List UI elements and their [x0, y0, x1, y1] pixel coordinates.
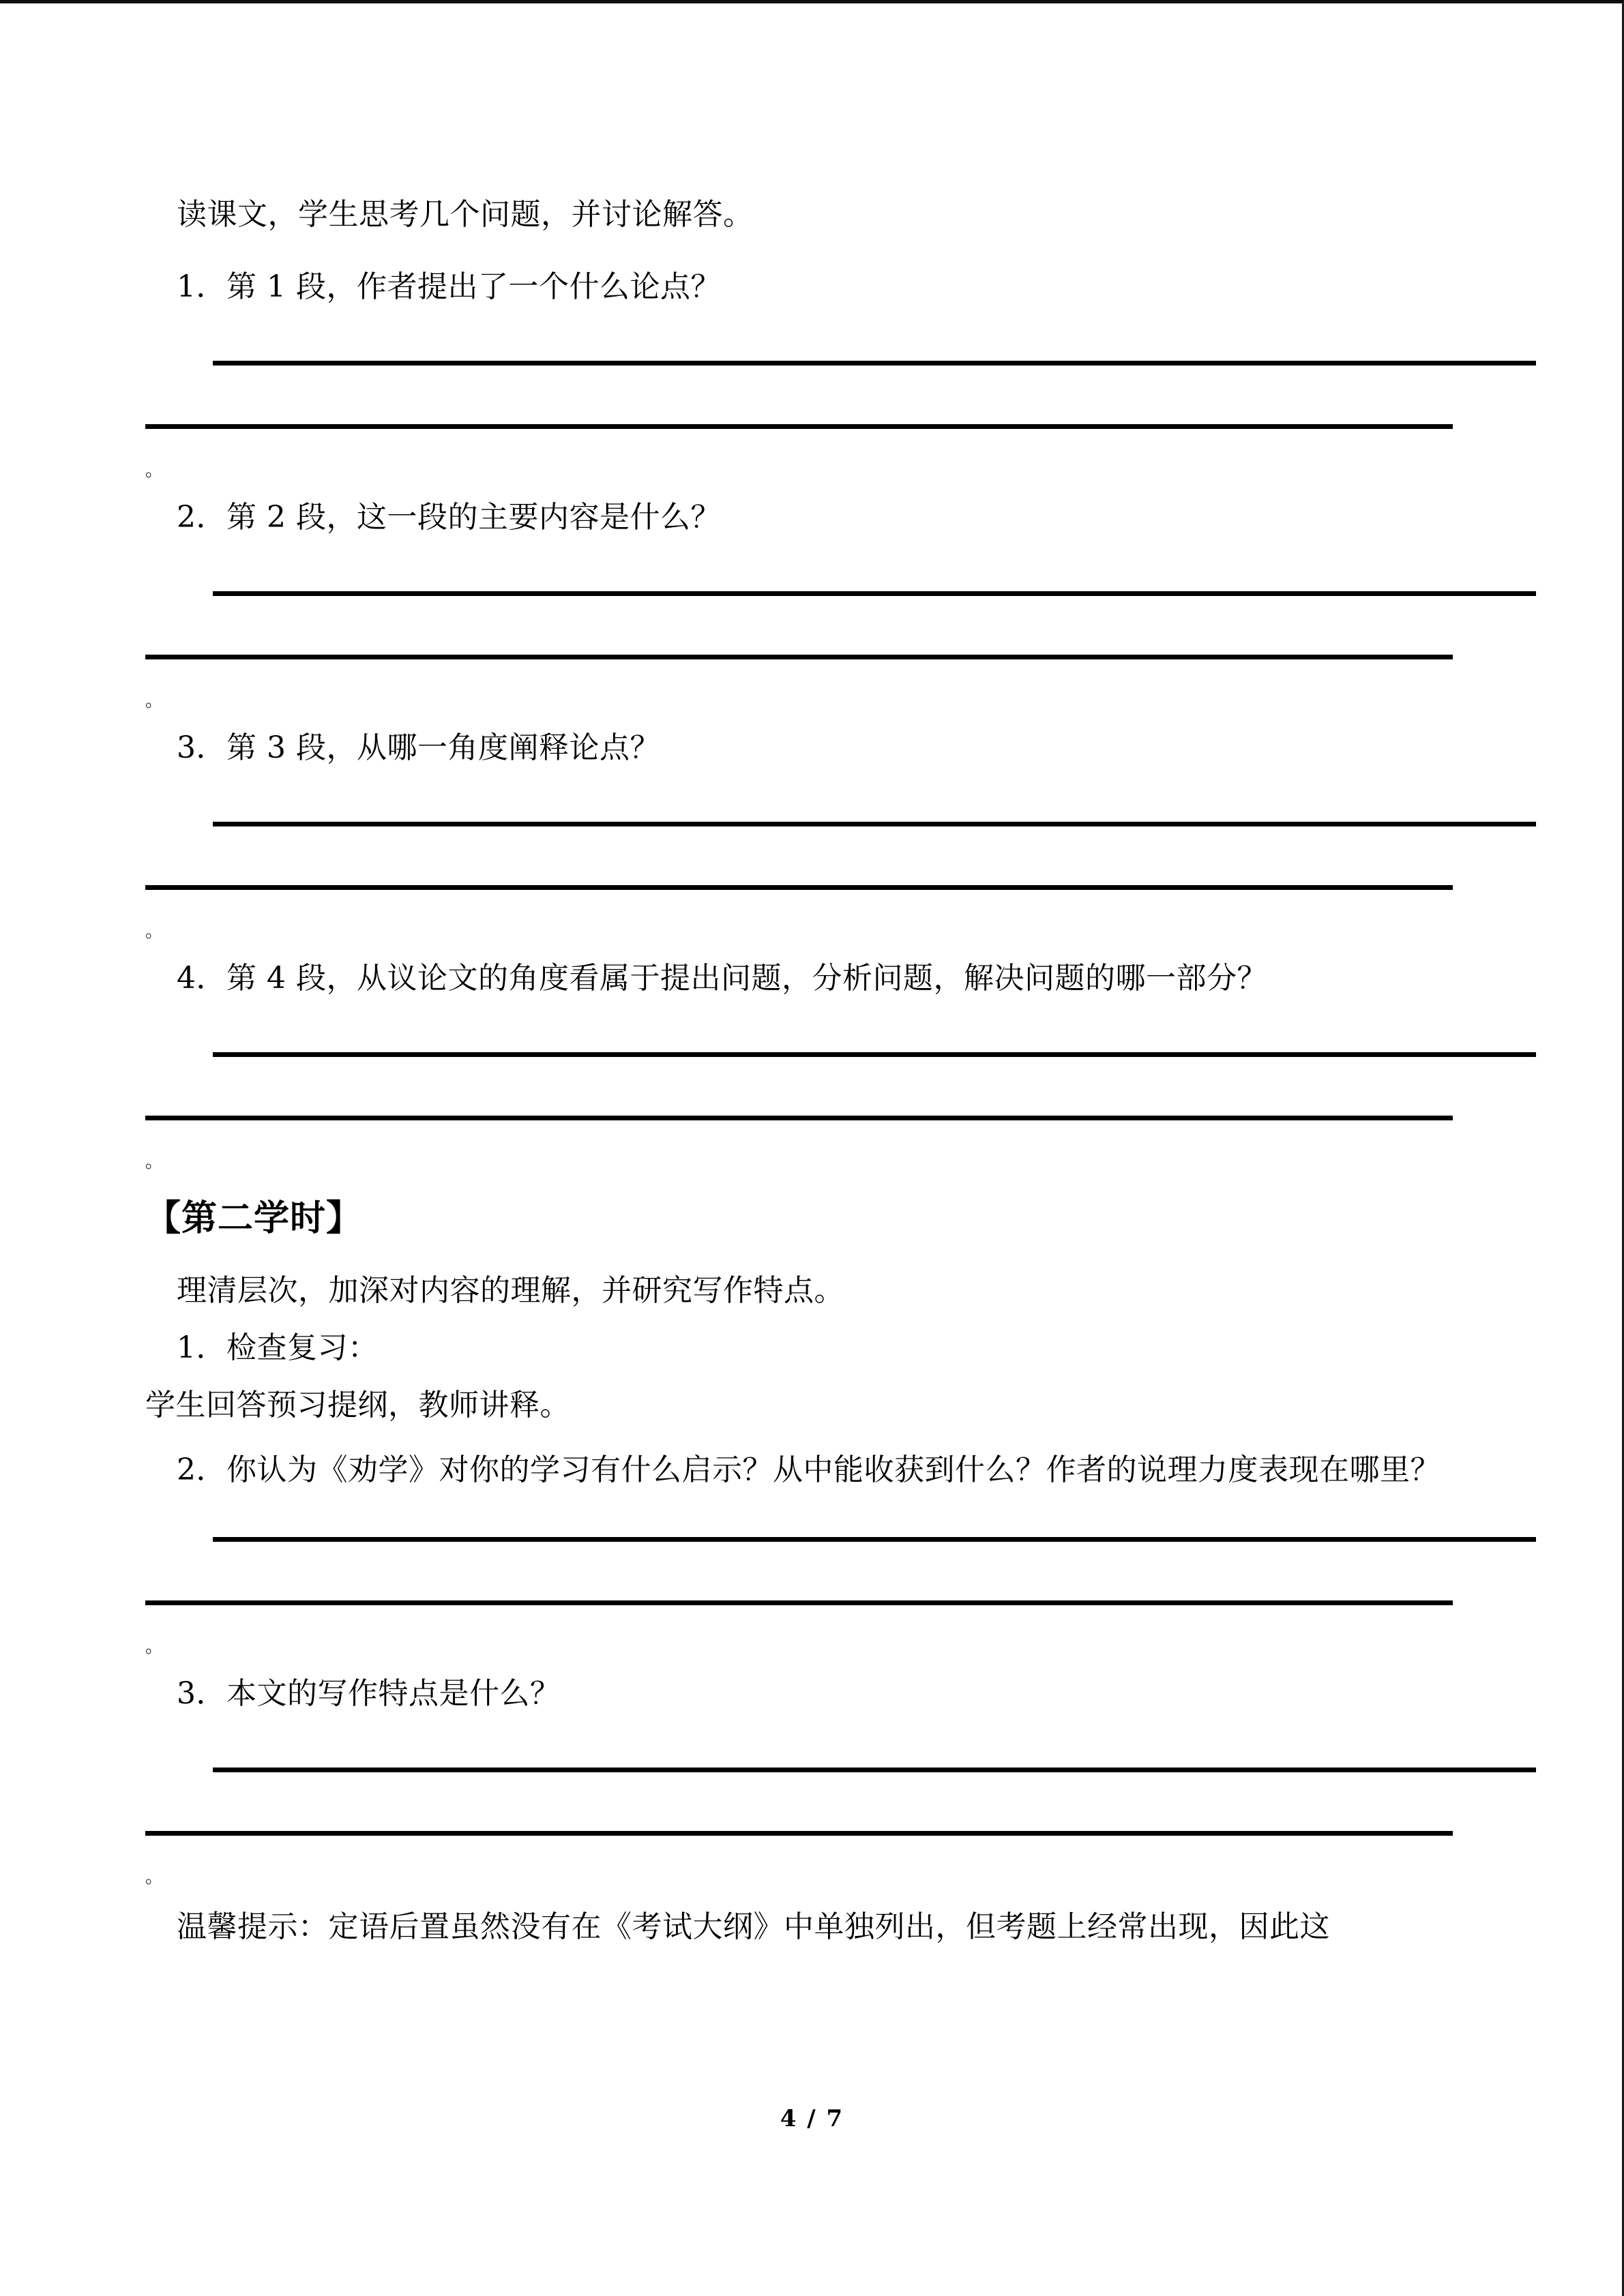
session-two-heading: 【第二学时】 — [145, 1197, 363, 1239]
session-one-question-4: 4．第 4 段，从议论文的角度看属于提出问题，分析问题，解决问题的哪一部分？ — [177, 961, 1267, 996]
page-number: 4 / 7 — [780, 2105, 844, 2132]
answer-rule — [145, 424, 1453, 429]
session-one-question-1: 1．第 1 段，作者提出了一个什么论点？ — [177, 269, 721, 304]
trailing-period: 。 — [145, 1152, 164, 1172]
answer-rule — [213, 1768, 1536, 1772]
answer-rule — [145, 1831, 1453, 1836]
trailing-period: 。 — [145, 1867, 164, 1888]
answer-rule — [213, 361, 1536, 366]
session-one-intro: 读课文，学生思考几个问题，并讨论解答。 — [177, 197, 754, 232]
answer-rule — [145, 1600, 1453, 1605]
page-footer — [0, 2105, 1624, 2132]
trailing-period: 。 — [145, 691, 164, 711]
answer-rule — [213, 591, 1536, 596]
session-two-intro: 理清层次，加深对内容的理解，并研究写作特点。 — [177, 1273, 844, 1308]
answer-rule — [213, 1537, 1536, 1542]
session-one-question-2: 2．第 2 段，这一段的主要内容是什么？ — [177, 500, 721, 535]
session-two-item-1-body: 学生回答预习提纲，教师讲释。 — [145, 1388, 570, 1422]
trailing-period: 。 — [145, 1637, 164, 1658]
answer-rule — [145, 1116, 1453, 1120]
page-content — [145, 3, 1471, 1945]
answer-rule — [145, 885, 1453, 890]
trailing-period: 。 — [145, 460, 164, 481]
answer-rule — [213, 822, 1536, 826]
session-two-question-2: 2．你认为《劝学》对你的学习有什么启示？从中能收获到什么？作者的说理力度表现在哪里？ — [177, 1452, 1441, 1487]
answer-rule — [213, 1052, 1536, 1057]
session-two-tip: 温馨提示：定语后置虽然没有在《考试大纲》中单独列出，但考题上经常出现，因此这 — [177, 1909, 1330, 1945]
session-two-question-3: 3．本文的写作特点是什么？ — [177, 1676, 561, 1712]
trailing-period: 。 — [145, 921, 164, 942]
session-two-item-1-label: 1．检查复习： — [177, 1330, 379, 1365]
session-one-question-3: 3．第 3 段，从哪一角度阐释论点？ — [177, 730, 660, 765]
answer-rule — [145, 655, 1453, 659]
